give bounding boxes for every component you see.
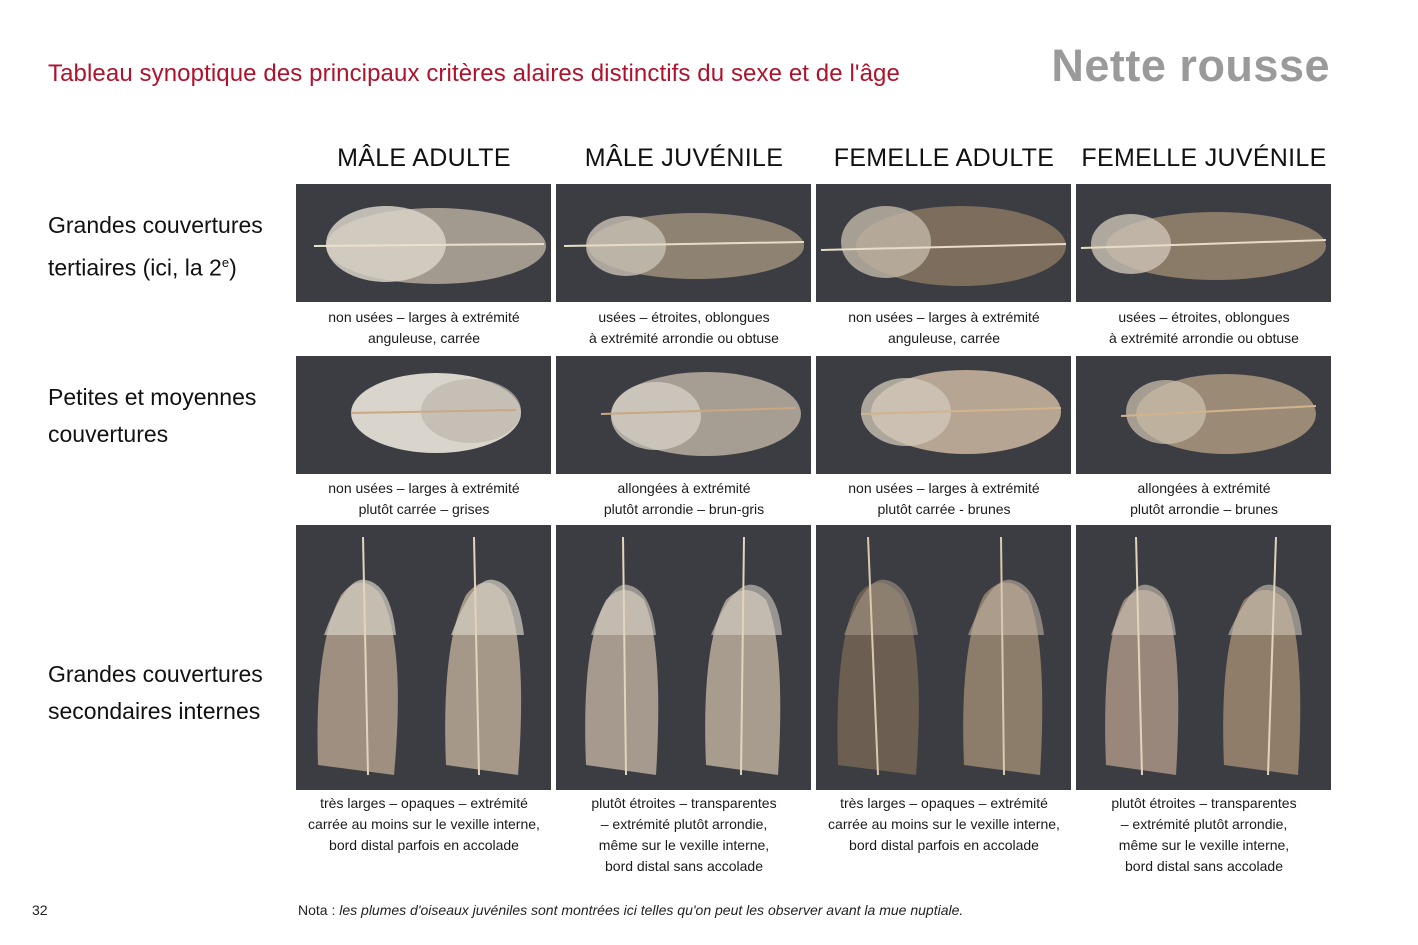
caption-secondary-male-juvenile: plutôt étroites – transparentes – extrémité plutôt arrondie, même sur le vexille interne, bord distal sans accolade [591,795,777,874]
caption-tertiary-female-adult: non usées – larges à extrémité anguleuse, carrée [848,309,1040,346]
column-header-female-juvenile: FEMELLE JUVÉNILE [1081,144,1327,172]
feather-photo-icon [816,525,1071,790]
row-label-line: Petites et moyennes [48,384,257,410]
caption-tertiary-male-juvenile: usées – étroites, oblongues à extrémité arrondie ou obtuse [589,309,779,346]
caption-covert-male-adult: non usées – larges à extrémité plutôt carrée – grises [328,480,520,517]
feather-photo-tertiary-male-adult [296,184,551,302]
row-label-line: couvertures [48,421,169,447]
row-label-line: secondaires internes [48,698,261,724]
feather-photo-covert-male-adult [296,356,551,474]
caption-secondary-male-adult: très larges – opaques – extrémité carrée au moins sur le vexille interne, bord distal parfois en accolade [308,795,540,853]
column-header-male-juvenile: MÂLE JUVÉNILE [584,144,784,172]
feather-photo-icon [296,525,551,790]
footnote [298,902,963,918]
feather-photo-tertiary-male-juvenile [556,184,811,302]
feather-photo-covert-female-adult [816,356,1071,474]
feather-photo-covert-female-juvenile [1076,356,1331,474]
feather-photo-tertiary-female-adult [816,184,1071,302]
row-label-line: tertiaires (ici, la 2e) [48,254,237,281]
column-header-male-adult: MÂLE ADULTE [337,144,511,172]
row-label-line: Grandes couvertures [48,661,263,687]
feather-photo-tertiary-female-juvenile [1076,184,1331,302]
feather-photo-icon [556,356,811,474]
row-label-tertiaires [48,207,263,287]
caption-covert-female-juvenile: allongées à extrémité plutôt arrondie – brunes [1130,480,1278,517]
caption-tertiary-female-juvenile: usées – étroites, oblongues à extrémité arrondie ou obtuse [1109,309,1299,346]
feather-photo-secondary-male-adult [296,525,551,790]
feather-photo-icon [1076,356,1331,474]
caption-covert-male-juvenile: allongées à extrémité plutôt arrondie – brun-gris [603,480,765,517]
feather-photo-icon [556,525,811,790]
feather-photo-covert-male-juvenile [556,356,811,474]
feather-photo-icon [556,184,811,302]
feather-photo-icon [1076,184,1331,302]
footnote-label: Nota : [298,902,336,918]
caption-covert-female-adult: non usées – larges à extrémité plutôt carrée - brunes [848,480,1040,517]
caption-tertiary-male-adult: non usées – larges à extrémité anguleuse, carrée [328,309,520,346]
species-title: Nette rousse [1051,40,1330,91]
feather-photo-icon [816,356,1071,474]
feather-photo-secondary-male-juvenile [556,525,811,790]
feather-photo-icon [296,356,551,474]
row-label-line: Grandes couvertures [48,212,263,238]
page-number: 32 [32,902,48,918]
row-label-petites-moyennes [48,379,256,453]
page-subtitle: Tableau synoptique des principaux critères alaires distinctifs du sexe et de l'âge [48,60,900,87]
footnote-text: les plumes d'oiseaux juvéniles sont montrées ici telles qu'on peut les observer avant la mue nuptiale. [339,902,964,918]
feather-photo-icon [296,184,551,302]
caption-secondary-female-juvenile: plutôt étroites – transparentes – extrémité plutôt arrondie, même sur le vexille interne, bord distal sans accolade [1111,795,1297,874]
row-label-secondaires [48,656,263,730]
feather-photo-secondary-female-juvenile [1076,525,1331,790]
feather-photo-icon [1076,525,1331,790]
caption-secondary-female-adult: très larges – opaques – extrémité carrée au moins sur le vexille interne, bord distal parfois en accolade [828,795,1060,853]
column-header-female-adult: FEMELLE ADULTE [833,144,1055,172]
feather-photo-icon [816,184,1071,302]
feather-photo-secondary-female-adult [816,525,1071,790]
